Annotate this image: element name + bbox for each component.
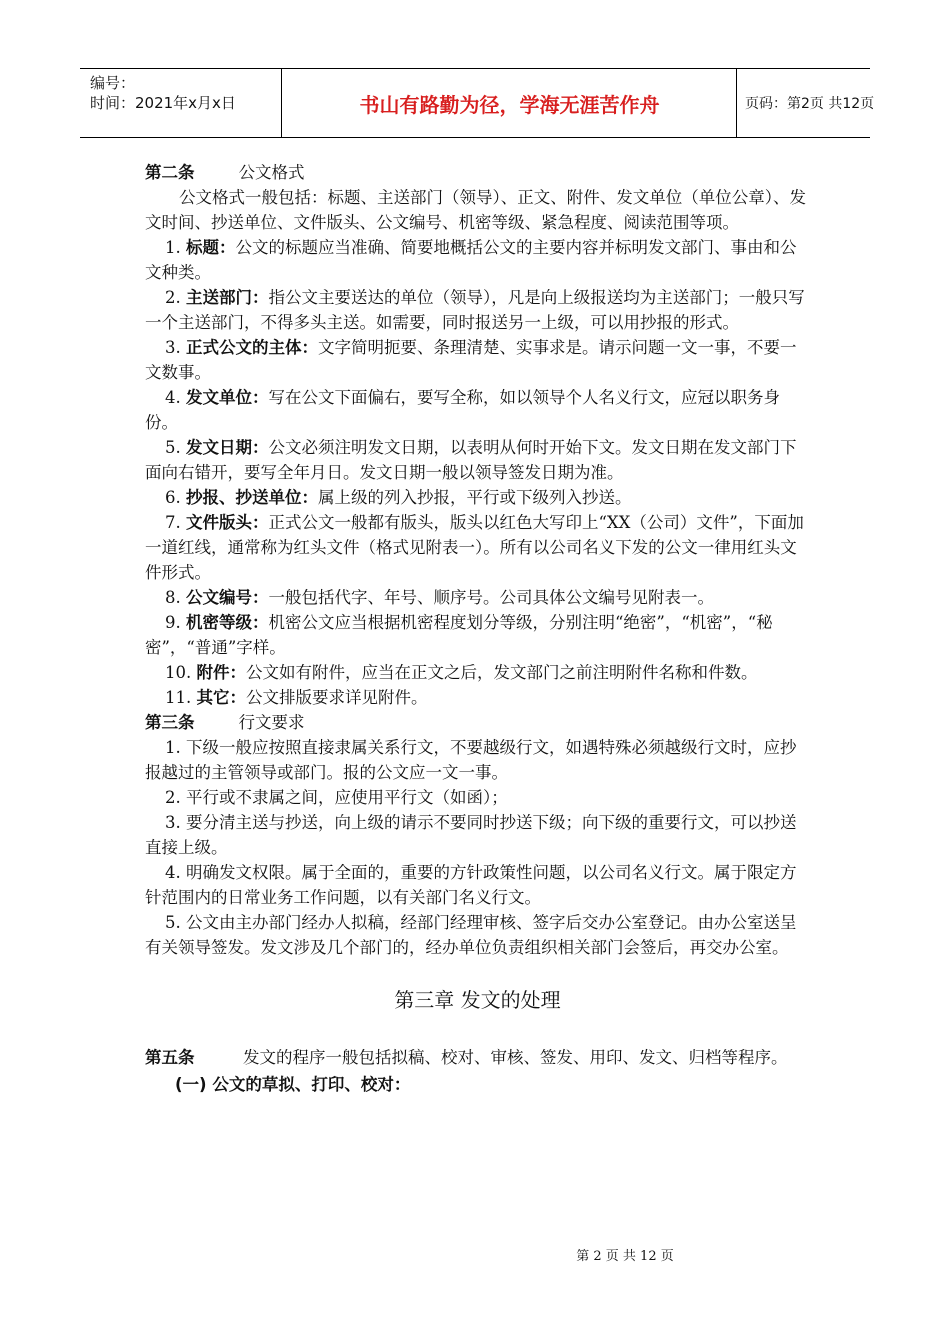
item-text: 写在公文下面偏右，要写全称，如以领导个人名义行文，应冠以职务身份。 — [145, 388, 780, 432]
article-3-item: 1. 下级一般应按照直接隶属关系行文，不要越级行文，如遇特殊必须越级行文时，应抄报越过的主管领导或部门。报的公文应一文一事。 — [145, 738, 797, 782]
document-body — [145, 160, 810, 1097]
item-term: 发文单位： — [186, 388, 269, 407]
number-label: 编号： — [90, 74, 136, 92]
article-title: 公文格式 — [238, 163, 305, 182]
item-term: 机密等级： — [186, 613, 269, 632]
article-3-item: 4. 明确发文权限。属于全面的，重要的方针政策性问题，以公司名义行文。属于限定方针范围内的日常业务工作问题，以有关部门名义行文。 — [145, 863, 797, 907]
item-number: 6. — [165, 488, 181, 507]
article-3-item: 5. 公文由主办部门经办人拟稿，经部门经理审核、签字后交办公室登记。由办公室送呈有关领导签发。发文涉及几个部门的，经办单位负责组织相关部门会签后，再交办公室。 — [145, 913, 797, 957]
item-term: 文件版头： — [186, 513, 269, 532]
article-3-item: 2. 平行或不隶属之间，应使用平行文（如函）； — [165, 788, 508, 807]
item-number: 1. — [165, 238, 181, 257]
item-text: 公文必须注明发文日期，以表明从何时开始下文。发文日期在发文部门下面向右错开，要写全年月日。发文日期一般以领导签发日期为准。 — [145, 438, 797, 482]
article-2-item — [145, 685, 810, 710]
article-2-item — [145, 435, 810, 485]
article-label: 第五条 — [145, 1048, 195, 1067]
item-term: 其它： — [196, 688, 246, 707]
item-text: 正式公文一般都有版头，版头以红色大写印上“XX（公司）文件”，下面加一道红线，通常称为红头文件（格式见附表一）。所有以公司名义下发的公文一律用红头文件形式。 — [145, 513, 804, 582]
date-label: 时间：2021年x月x日 — [90, 94, 236, 112]
item-number: 9. — [165, 613, 181, 632]
item-number: 8. — [165, 588, 181, 607]
item-term: 标题： — [186, 238, 236, 257]
article-label: 第二条 — [145, 163, 195, 182]
article-2-item — [145, 610, 810, 660]
item-text: 属上级的列入抄报，平行或下级列入抄送。 — [318, 488, 632, 507]
article-2-item — [145, 285, 810, 335]
item-term: 附件： — [196, 663, 246, 682]
article-2-item — [145, 335, 810, 385]
article-2-items — [145, 235, 810, 710]
article-3-heading — [145, 710, 810, 735]
item-number: 2. — [165, 288, 181, 307]
item-text: 公文的标题应当准确、简要地概括公文的主要内容并标明发文部门、事由和公文种类。 — [145, 238, 797, 282]
item-text: 公文如有附件，应当在正文之后，发文部门之前注明附件名称和件数。 — [246, 663, 758, 682]
item-term: 正式公文的主体： — [186, 338, 318, 357]
item-number: 4. — [165, 388, 181, 407]
article-2-intro: 公文格式一般包括：标题、主送部门（领导）、正文、附件、发文单位（单位公章）、发文时间、抄送单位、文件版头、公文编号、机密等级、紧急程度、阅读范围等项。 — [145, 188, 806, 232]
item-term: 发文日期： — [186, 438, 269, 457]
article-5-text: 发文的程序一般包括拟稿、校对、审核、签发、用印、发文、归档等程序。 — [243, 1048, 788, 1067]
item-text: 一般包括代字、年号、顺序号。公司具体公文编号见附表一。 — [268, 588, 714, 607]
item-term: 主送部门： — [186, 288, 269, 307]
chapter-heading: 第三章 发文的处理 — [394, 988, 561, 1012]
item-text: 公文排版要求详见附件。 — [246, 688, 428, 707]
page-footer: 第 2 页 共 12 页 — [576, 1249, 674, 1264]
article-2-item — [145, 485, 810, 510]
subsection-heading: (一) 公文的草拟、打印、校对： — [175, 1075, 411, 1094]
article-3-items — [145, 735, 810, 960]
header-meta — [80, 69, 282, 137]
item-term: 公文编号： — [186, 588, 269, 607]
article-2-heading — [145, 160, 810, 185]
item-number: 3. — [165, 338, 181, 357]
item-text: 指公文主要送达的单位（领导），凡是向上级报送均为主送部门；一般只写一个主送部门，不得多头主送。如需要，同时报送另一上级，可以用抄报的形式。 — [145, 288, 805, 332]
item-number: 7. — [165, 513, 181, 532]
item-number: 11. — [165, 688, 192, 707]
item-text: 文字简明扼要、条理清楚、实事求是。请示问题一文一事，不要一文数事。 — [145, 338, 797, 382]
article-2-item — [145, 510, 810, 585]
item-term: 抄报、抄送单位： — [186, 488, 318, 507]
item-number: 10. — [165, 663, 192, 682]
header-page-label: 页码：第2页 共12页 — [745, 96, 875, 112]
article-3-item: 3. 要分清主送与抄送，向上级的请示不要同时抄送下级；向下级的重要行文，可以抄送直接上级。 — [145, 813, 797, 857]
article-title: 行文要求 — [238, 713, 305, 732]
article-2-item — [145, 385, 810, 435]
article-2-item — [145, 660, 810, 685]
page-header — [80, 68, 875, 138]
article-5 — [145, 1045, 810, 1070]
item-text: 机密公文应当根据机密程度划分等级，分别注明“绝密”，“机密”，“秘密”，“普通”字样。 — [145, 613, 773, 657]
header-motto: 书山有路勤为径，学海无涯苦作舟 — [283, 69, 737, 137]
article-2-item — [145, 585, 810, 610]
article-2-item — [145, 235, 810, 285]
item-number: 5. — [165, 438, 181, 457]
article-label: 第三条 — [145, 713, 195, 732]
